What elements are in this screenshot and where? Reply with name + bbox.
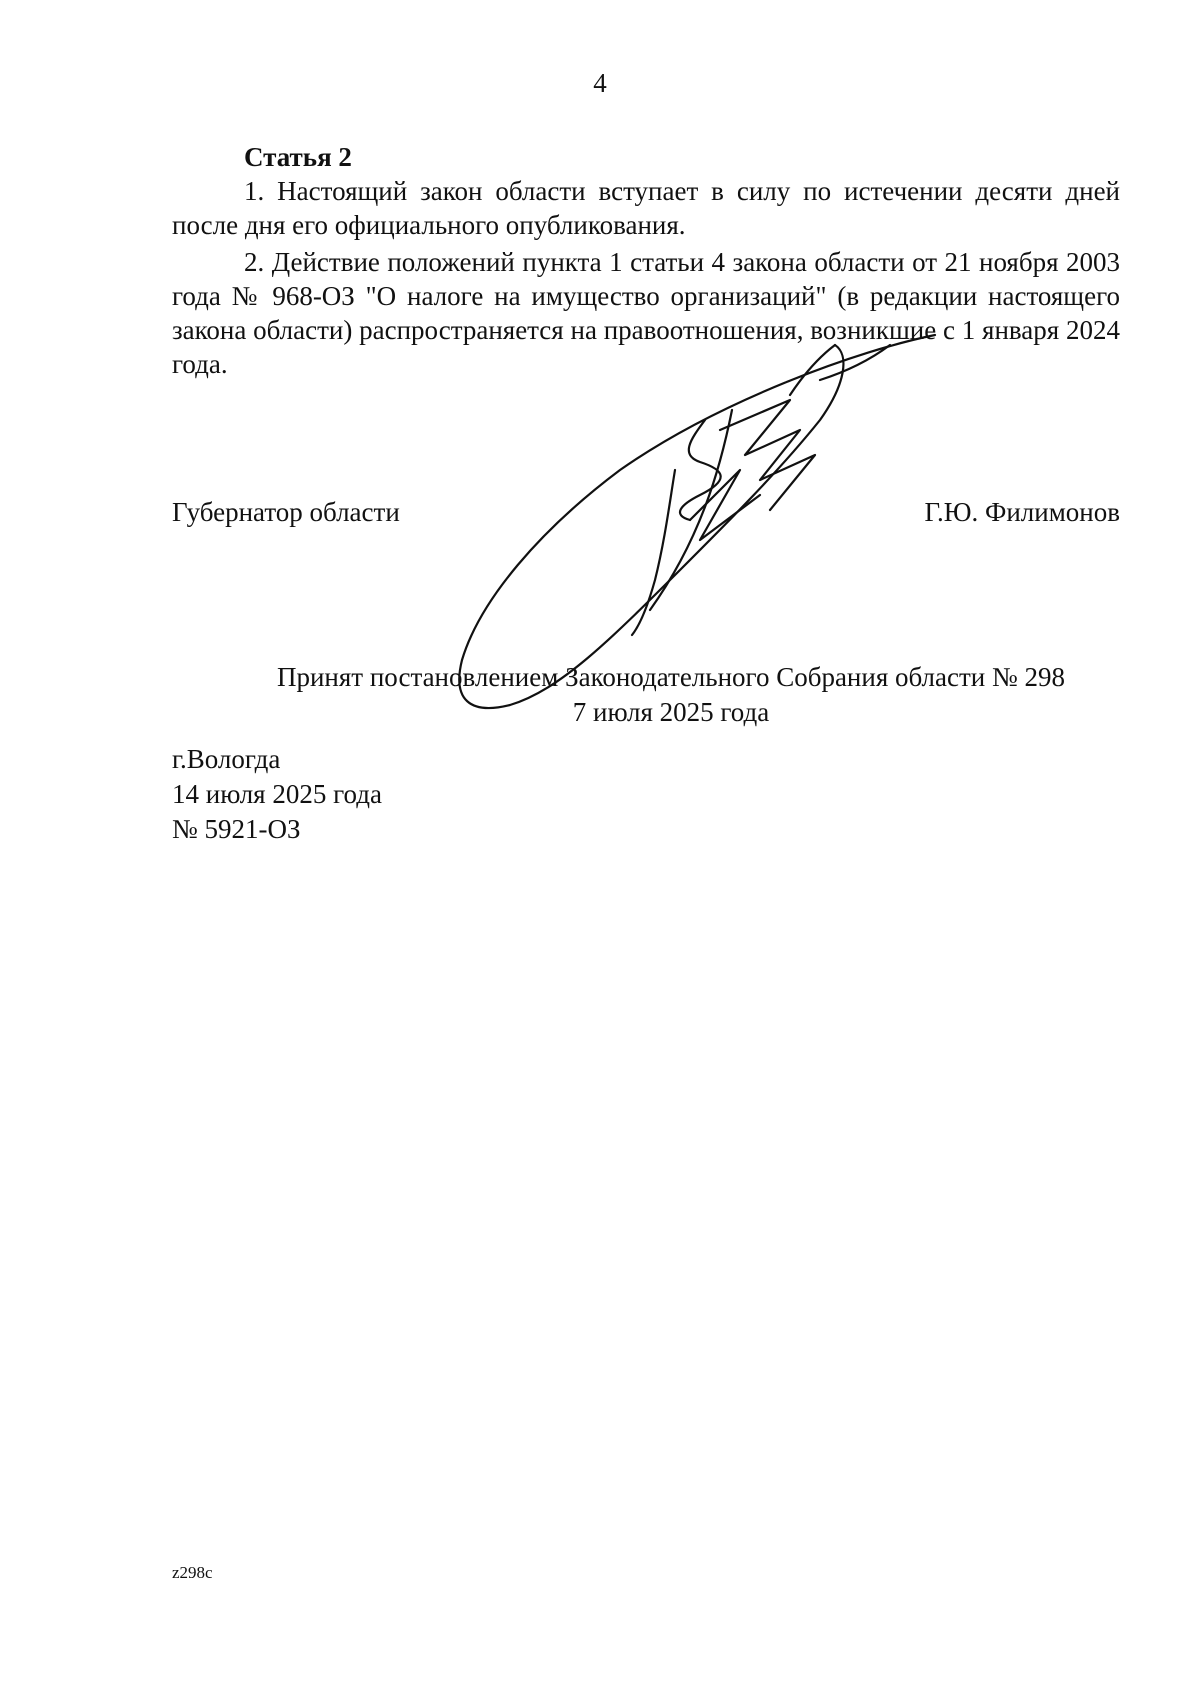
article-body <box>172 140 1120 384</box>
adoption-line-2: 7 июля 2025 года <box>572 697 770 727</box>
city: г.Вологда <box>172 744 281 774</box>
place-date-block <box>172 742 382 847</box>
signatory-position: Губернатор области <box>172 497 400 527</box>
law-number: № 5921-ОЗ <box>172 814 301 844</box>
article-paragraph-2: 2. Действие положений пункта 1 статьи 4 закона области от 21 ноября 2003 года № 968-ОЗ "О налоге на имущество организаций" (в редакции настоящего закона области) распространяется на правоотношения, возникшие с 1 января 2024 года. <box>172 247 1120 379</box>
adoption-line-1: Принят постановлением Законодательного Собрания области № 298 <box>276 662 1066 692</box>
signature-row <box>172 497 1120 528</box>
article-paragraph-1: 1. Настоящий закон области вступает в силу по истечении десяти дней после дня его официального опубликования. <box>172 176 1120 240</box>
signing-date: 14 июля 2025 года <box>172 779 382 809</box>
adoption-note <box>172 660 1120 730</box>
page-number: 4 <box>593 68 607 98</box>
article-title: Статья 2 <box>244 142 352 172</box>
document-code: z298c <box>172 1563 213 1582</box>
signatory-name: Г.Ю. Филимонов <box>924 497 1120 527</box>
